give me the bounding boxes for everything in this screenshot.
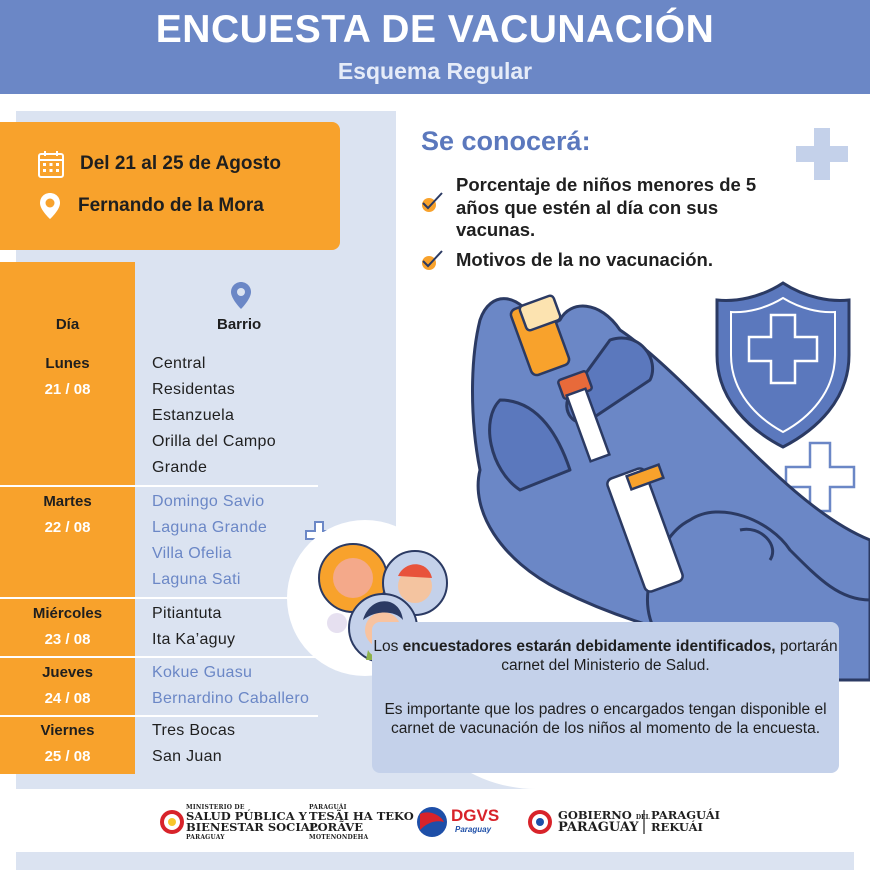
info-paragraph-2: Es importante que los padres o encargados tengan disponible el carnet de vacunación de los niños al momento de la encuesta. bbox=[384, 701, 827, 737]
dgvs-globe-icon bbox=[417, 807, 447, 837]
row-divider bbox=[0, 597, 318, 599]
row-divider bbox=[0, 485, 318, 487]
dgvs-logo: DGVS bbox=[451, 806, 500, 825]
gobierno-del: DEL bbox=[635, 814, 650, 821]
event-location: Fernando de la Mora bbox=[78, 195, 264, 216]
ministerio-logo-top: MINISTERIO DE bbox=[186, 804, 245, 811]
tesai-logo-sub: MOTENONDEHA bbox=[309, 834, 369, 841]
dgvs-logo-sub: Paraguay bbox=[455, 825, 492, 834]
day-date-martes: 22 / 08 bbox=[44, 519, 91, 536]
barrio-item: Laguna Sati bbox=[152, 571, 241, 588]
logo-emblems bbox=[0, 800, 870, 844]
barrio-item: Ita Ka’aguy bbox=[152, 631, 236, 648]
event-info-box bbox=[0, 122, 340, 250]
gobierno-seal-icon bbox=[528, 810, 552, 834]
paraguai-logo-l2: REKUÁI bbox=[651, 820, 703, 834]
plus-icon bbox=[796, 128, 848, 180]
tesai-logo-l2: PORÃVE bbox=[309, 820, 363, 834]
footer-logos bbox=[0, 800, 870, 844]
location-pin-icon bbox=[38, 192, 62, 220]
row-divider bbox=[0, 715, 318, 717]
tesai-logo-l1: TESÃI HA TEKO bbox=[309, 809, 414, 823]
barrio-item: Kokue Guasu bbox=[152, 664, 253, 681]
barrio-header: Barrio bbox=[217, 316, 262, 333]
list-item bbox=[420, 249, 766, 272]
barrio-item: Domingo Savio bbox=[152, 493, 265, 510]
barrio-item: Central bbox=[152, 355, 206, 372]
barrio-item: Estanzuela bbox=[152, 407, 235, 424]
page-title: ENCUESTA DE VACUNACIÓN bbox=[155, 8, 715, 51]
list-item bbox=[420, 174, 766, 242]
event-dates: Del 21 al 25 de Agosto bbox=[80, 153, 281, 174]
barrio-item: Villa Ofelia bbox=[152, 545, 232, 562]
day-date-viernes: 25 / 08 bbox=[44, 748, 91, 765]
day-date-lunes: 21 / 08 bbox=[44, 381, 91, 398]
day-name-jueves: Jueves bbox=[42, 664, 93, 681]
barrio-item: Bernardino Caballero bbox=[152, 690, 310, 707]
paraguai-logo-l1: PARAGUÁI bbox=[651, 808, 721, 822]
ministerio-logo-l2: BIENESTAR SOCIAL bbox=[186, 820, 318, 834]
barrio-item: Orilla del Campo bbox=[152, 433, 276, 450]
gobierno-word: GOBIERNO bbox=[558, 808, 632, 822]
day-date-jueves: 24 / 08 bbox=[44, 690, 91, 707]
day-name-lunes: Lunes bbox=[45, 355, 90, 372]
barrio-item: Laguna Grande bbox=[152, 519, 268, 536]
tesai-logo-top: PARAGUÁI bbox=[309, 804, 347, 811]
day-name-miercoles: Miércoles bbox=[32, 605, 103, 622]
footer-strip bbox=[16, 852, 854, 870]
checkmark-icon bbox=[420, 249, 444, 271]
barrio-item: Tres Bocas bbox=[152, 722, 236, 739]
barrio-item: Residentas bbox=[152, 381, 236, 398]
bullet-text: Motivos de la no vacunación. bbox=[456, 249, 713, 270]
location-pin-icon bbox=[231, 282, 251, 309]
gobierno-logo-l2: PARAGUAY bbox=[558, 820, 639, 835]
day-header: Día bbox=[55, 316, 80, 333]
info-text: Los bbox=[373, 638, 403, 655]
checkmark-icon bbox=[420, 191, 444, 213]
day-date-miercoles: 23 / 08 bbox=[44, 631, 91, 648]
ministerio-logo-sub: PARAGUAY bbox=[186, 834, 225, 841]
info-box bbox=[372, 622, 839, 773]
paraguay-seal-icon bbox=[160, 810, 184, 834]
day-name-martes: Martes bbox=[43, 493, 92, 510]
bullet-text: Porcentaje de niños menores de 5 años que estén al día con sus vacunas. bbox=[456, 174, 757, 240]
barrio-item: San Juan bbox=[152, 748, 223, 765]
event-location-row bbox=[38, 192, 264, 220]
event-dates-row bbox=[38, 150, 281, 178]
barrio-item: Pitiantuta bbox=[152, 605, 222, 622]
day-name-viernes: Viernes bbox=[40, 722, 95, 739]
calendar-icon bbox=[38, 150, 64, 178]
shield-icon bbox=[717, 283, 849, 447]
barrio-item: Grande bbox=[152, 459, 208, 476]
row-divider bbox=[0, 656, 318, 658]
info-text: portarán carnet del Ministerio de Salud. bbox=[501, 638, 838, 674]
info-bold-text: encuestadores estarán debidamente identificados, bbox=[402, 638, 776, 655]
conocera-title: Se conocerá: bbox=[421, 126, 591, 156]
info-paragraph-1 bbox=[372, 637, 839, 675]
page-subtitle: Esquema Regular bbox=[337, 58, 533, 84]
ministerio-logo-l1: SALUD PÚBLICA Y bbox=[186, 809, 307, 823]
